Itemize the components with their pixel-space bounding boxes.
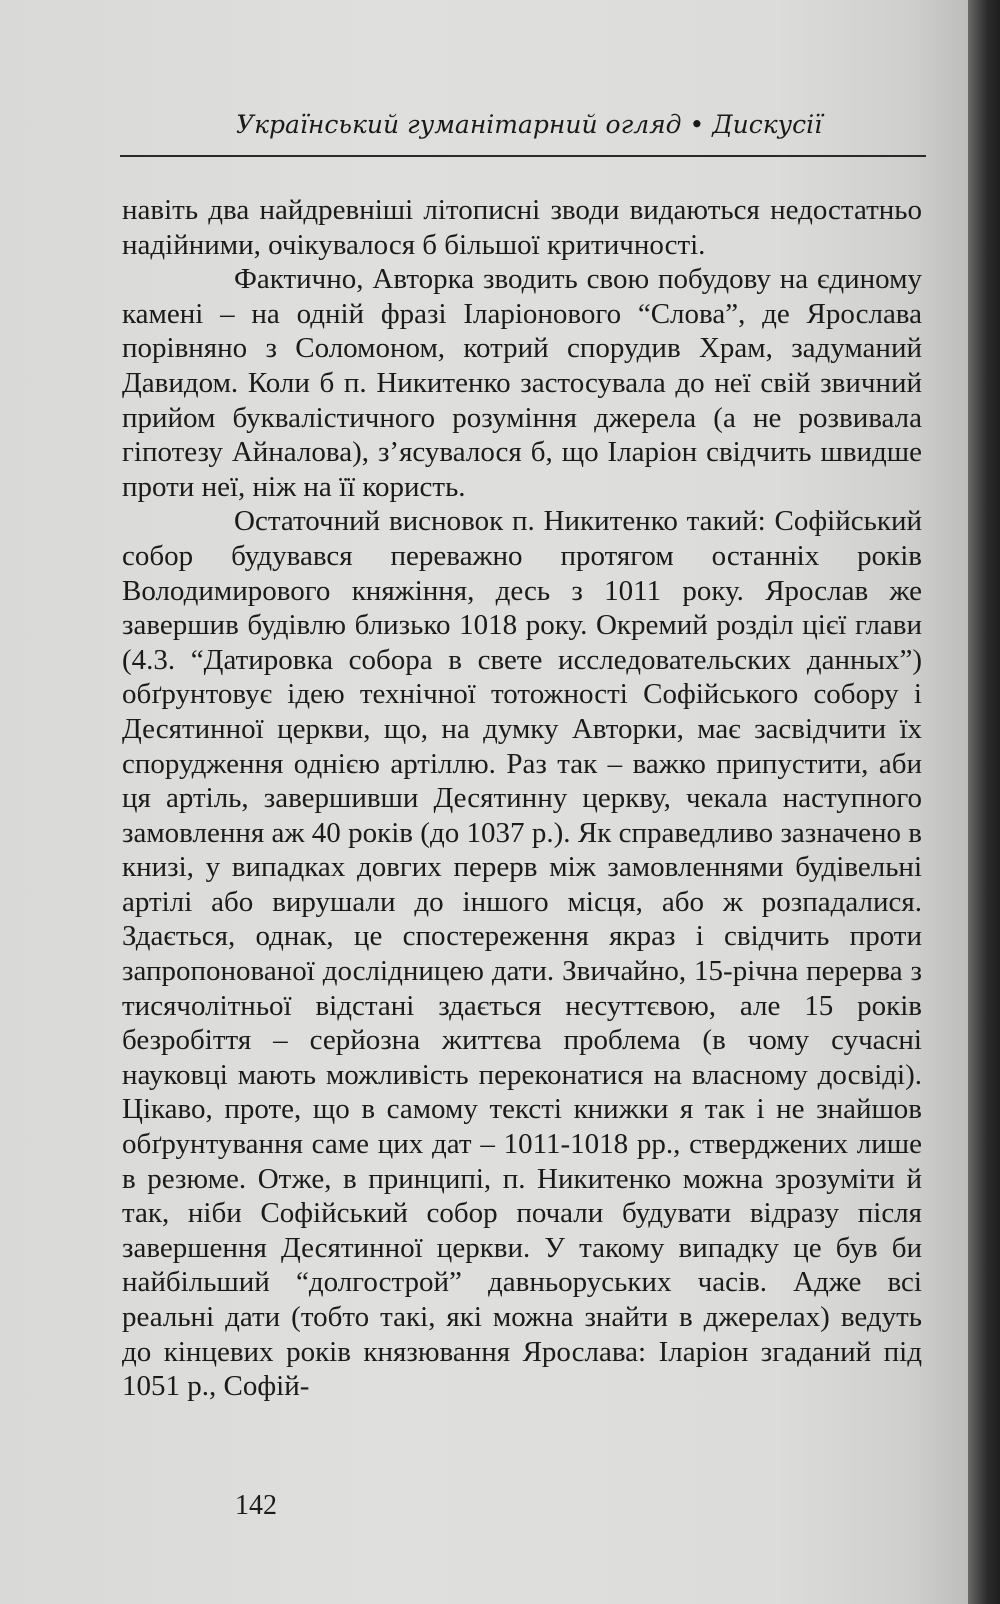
section-title: Дискусії <box>712 110 823 139</box>
body-text <box>122 193 922 1404</box>
paragraph: Остаточний висновок п. Никитенко такий: Софійський собор будувався переважно протягом останніх років Володимирового княжіння, десь з 1011 року. Ярослав же завершив будівлю близько 1018 року. Окремий розділ цієї глави (4.3. “Датировка собора в свете исследовательских данных”) обґрунтовує ідею технічної тотожності Софійського собору і Десятинної церкви, що, на думку Авторки, має засвідчити їх спорудження однією артіллю. Раз так – важко припустити, аби ця артіль, завершивши Десятинну церкву, чекала наступного замовлення аж 40 років (до 1037 р.). Як справедливо зазначено в книзі, у випадках довгих перерв між замовленнями будівельні артілі або вирушали до іншого місця, або ж розпадалися. Здається, однак, це спостереження якраз і свідчить проти запропонованої дослідницею дати. Звичайно, 15-річна перерва з тисячолітньої відстані здається несуттєвою, але 15 років безробіття – серйозна життєва проблема (в чому сучасні науковці мають можливість переконатися на власному досвіді). Цікаво, проте, що в самому тексті книжки я так і не знайшов обґрунтування саме цих дат – 1011-1018 рр., стверджених лише в резюме. Отже, в принципі, п. Никитенко можна зрозуміти й так, ніби Софійський собор почали будувати відразу після завершення Десятинної церкви. У такому випадку це був би найбільший “долгострой” давньоруських часів. Адже всі реальні дати (тобто такі, які можна знайти в джерелах) ведуть до кінцевих років князювання Ярослава: Іларіон згаданий під 1051 р., Софій- <box>122 505 922 1403</box>
journal-title: Український гуманітарний огляд <box>236 110 682 139</box>
header-separator: • <box>689 110 705 139</box>
header-rule <box>120 155 926 157</box>
page-edge-shadow <box>968 0 1000 1604</box>
running-header <box>236 110 822 139</box>
paragraph: Фактично, Авторка зводить свою побудову на єдиному камені – на одній фразі Іларіонового “Слова”, де Ярослава порівняно з Соломоном, котрий спорудив Храм, задуманий Давидом. Коли б п. Никитенко застосувала до неї свій звичний прийом буквалістичного розуміння джерела (а не розвивала гіпотезу Айналова), з’ясувалося б, що Іларіон свідчить швидше проти неї, ніж на її користь. <box>122 263 922 503</box>
page-number: 142 <box>235 1490 277 1521</box>
paragraph: навіть два найдревніші літописні зводи видаються недостатньо надійними, очікувалося б більшої критичності. <box>122 194 922 261</box>
